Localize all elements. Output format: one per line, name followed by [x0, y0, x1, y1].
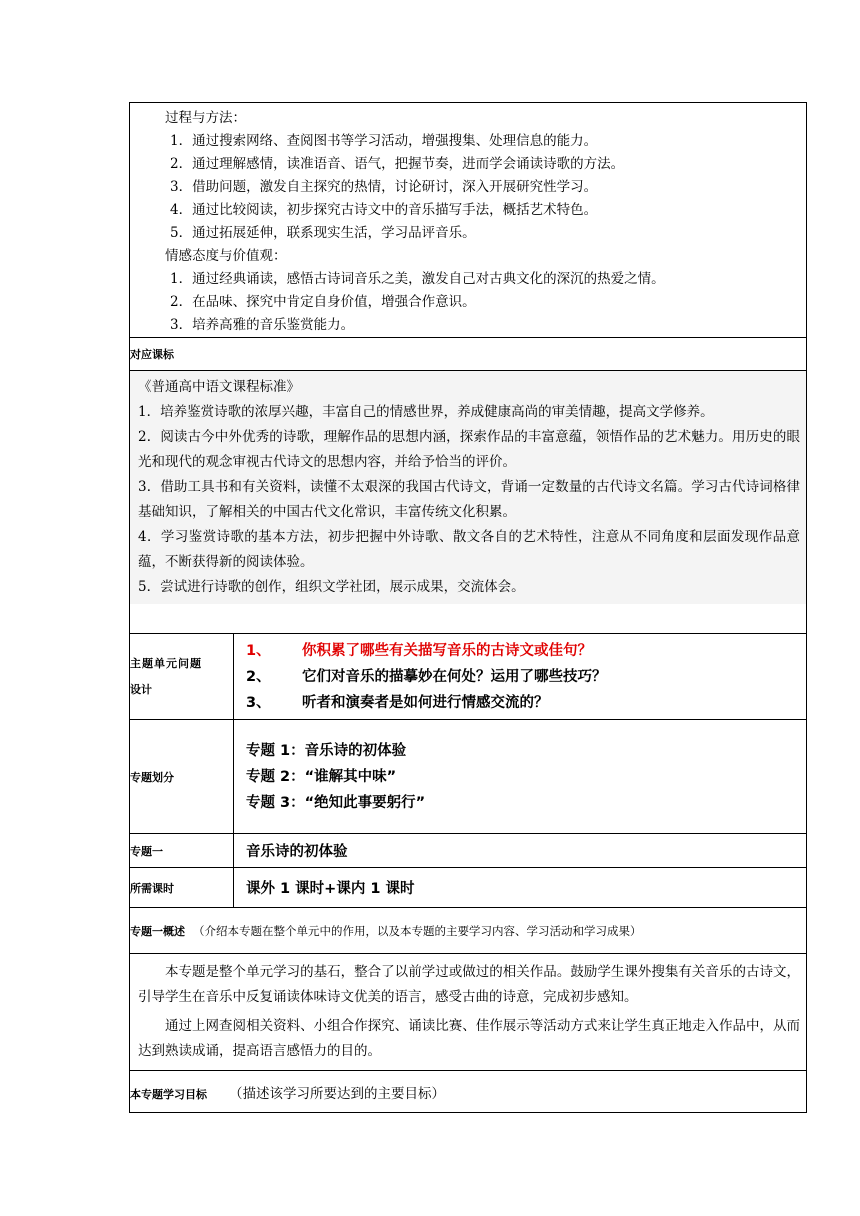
objectives-note: （描述该学习所要达到的主要目标）: [229, 1085, 445, 1102]
unit-question-item: 1、 你积累了哪些有关描写音乐的古诗文或佳句？: [246, 642, 592, 659]
process-item: 2．通过理解感情，读准语音、语气，把握节奏，进而学会诵读诗歌的方法。: [170, 156, 625, 172]
topic-item: 专题 3：“绝知此事要躬行”: [246, 794, 426, 811]
process-item: 3．借助问题，激发自主探究的热情，讨论研讨，深入开展研究性学习。: [170, 179, 598, 195]
lesson-plan-table: [129, 102, 807, 1113]
unit-questions-cell: [234, 634, 807, 720]
topic-item: 专题 1：音乐诗的初体验: [246, 742, 407, 759]
unit-question-item: 2、 它们对音乐的描摹妙在何处？运用了哪些技巧？: [246, 668, 607, 685]
standards-item: 1．培养鉴赏诗歌的浓厚兴趣，丰富自己的情感世界，养成健康高尚的审美情趣，提高文学修养。: [138, 404, 714, 420]
emotion-values-heading: 情感态度与价值观：: [165, 248, 287, 264]
standards-cell: [130, 371, 807, 634]
hours-value: 课外 1 课时+课内 1 课时: [234, 868, 807, 908]
hours-label: 所需课时: [130, 868, 234, 908]
process-item: 1．通过搜索网络、查阅图书等学习活动，增强搜集、处理信息的能力。: [170, 133, 598, 149]
objectives-label-cell: [130, 1071, 807, 1113]
objectives-label: 本专题学习目标: [130, 1087, 207, 1101]
process-item: 5．通过拓展延伸，联系现实生活，学习品评音乐。: [170, 225, 476, 241]
process-methods-heading: 过程与方法：: [165, 110, 246, 126]
overview-cell: [130, 954, 807, 1071]
overview-paragraph: 通过上网查阅相关资料、小组合作探究、诵读比赛、佳作展示等活动方式来让学生真正地走入作品中，从而达到熟读成诵，提高语言感悟力的目的。: [138, 1018, 800, 1059]
unit-questions-label-line2: 设计: [130, 682, 152, 696]
topic-one-value: 音乐诗的初体验: [234, 834, 807, 868]
emotion-item: 2．在品味、探究中肯定自身价值，增强合作意识。: [170, 294, 476, 310]
unit-questions-label-line1: 主题单元问题: [130, 656, 202, 670]
topic-item: 专题 2：“谁解其中味”: [246, 768, 397, 785]
standards-label: 对应课标: [130, 338, 807, 371]
standards-item: 4．学习鉴赏诗歌的基本方法，初步把握中外诗歌、散文各自的艺术特性，注意从不同角度和层面发现作品意蕴，不断获得新的阅读体验。: [138, 529, 800, 570]
topic-one-label: 专题一: [130, 834, 234, 868]
emotion-item: 1．通过经典诵读，感悟古诗词音乐之美，激发自己对古典文化的深沉的热爱之情。: [170, 271, 665, 287]
unit-question-item: 3、 听者和演奏者是如何进行情感交流的？: [246, 694, 549, 711]
standards-title: 《普通高中语文课程标准》: [138, 379, 300, 395]
standards-item: 5．尝试进行诗歌的创作，组织文学社团，展示成果，交流体会。: [138, 579, 525, 595]
topic-division-label: 专题划分: [130, 720, 234, 834]
overview-note: （介绍本专题在整个单元中的作用，以及本专题的主要学习内容、学习活动和学习成果）: [193, 923, 642, 938]
objectives-continued-cell: [130, 103, 807, 338]
unit-questions-label: [130, 634, 234, 720]
overview-paragraph: 本专题是整个单元学习的基石，整合了以前学过或做过的相关作品。鼓励学生课外搜集有关音乐的古诗文，引导学生在音乐中反复诵读体味诗文优美的语言，感受古曲的诗意，完成初步感知。: [138, 964, 800, 1005]
overview-label: 专题一概述: [130, 924, 185, 938]
standards-item: 2．阅读古今中外优秀的诗歌，理解作品的思想内涵，探索作品的丰富意蕴，领悟作品的艺术魅力。用历史的眼光和现代的观念审视古代诗文的思想内容，并给予恰当的评价。: [138, 429, 800, 470]
standards-item: 3．借助工具书和有关资料，读懂不太艰深的我国古代诗文，背诵一定数量的古代诗文名篇。学习古代诗词格律基础知识，了解相关的中国古代文化常识，丰富传统文化积累。: [138, 479, 800, 520]
emotion-item: 3．培养高雅的音乐鉴赏能力。: [170, 317, 355, 333]
process-item: 4．通过比较阅读，初步探究古诗文中的音乐描写手法，概括艺术特色。: [170, 202, 598, 218]
topic-division-cell: [234, 720, 807, 834]
overview-label-cell: [130, 908, 807, 954]
